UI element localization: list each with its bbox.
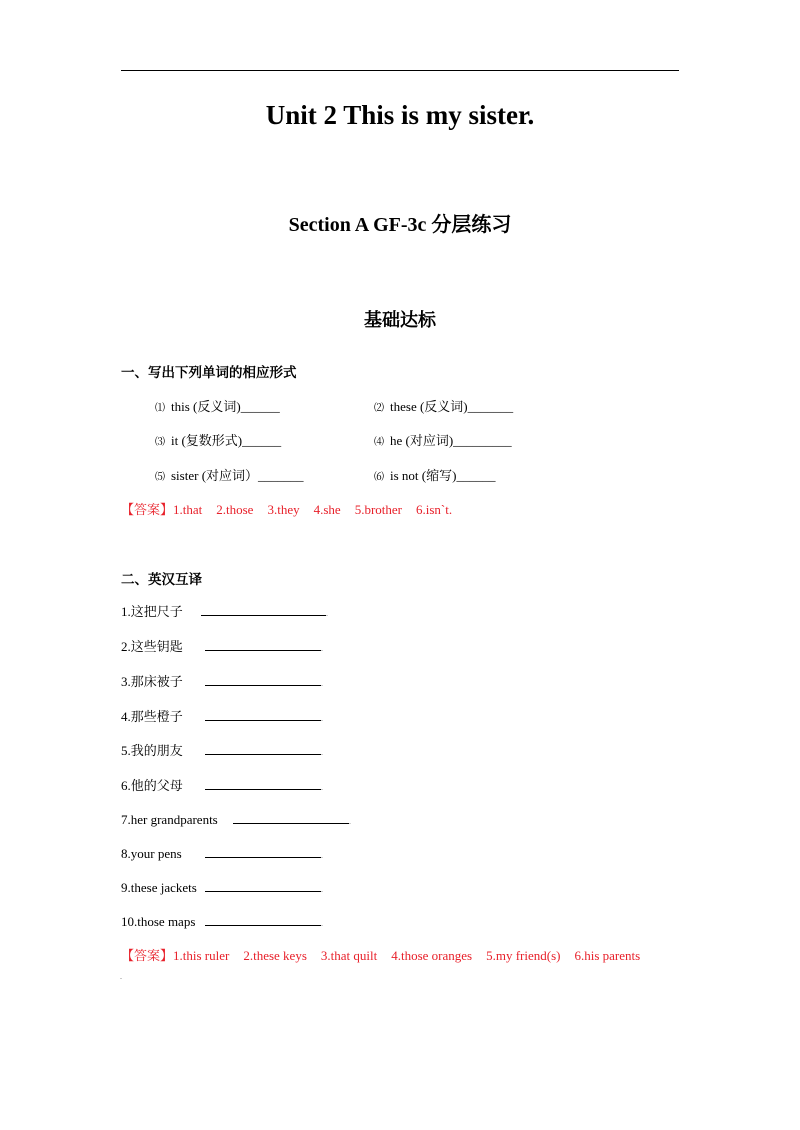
item-text: 3.那床被子	[121, 674, 183, 689]
part2-item-10: 10.those maps .	[121, 914, 323, 929]
answer-item: 5.my friend(s)	[486, 948, 561, 963]
answer-item: 4.those oranges	[391, 948, 473, 963]
part1-heading: 一、写出下列单词的相应形式	[121, 365, 297, 381]
item-number: ⑸	[155, 472, 165, 483]
item-text: 1.这把尺子	[121, 604, 183, 619]
part2-item-8: 8.your pens .	[121, 846, 323, 861]
item-text: 7.her grandparents	[121, 812, 218, 827]
level-heading: 基础达标	[364, 310, 436, 331]
item-text: it (复数形式)______	[171, 433, 282, 448]
part2-item-1: 1.这把尺子 .	[121, 601, 328, 620]
answer-blank[interactable]	[205, 707, 321, 721]
part1-item-1	[155, 396, 280, 415]
part2-item-4: 4.那些橙子 .	[121, 706, 323, 725]
part1-item-4	[374, 430, 512, 449]
part2-item-5: 5.我的朋友 .	[121, 740, 323, 759]
item-text: 6.他的父母	[121, 778, 183, 793]
part1-item-6	[374, 465, 495, 484]
item-number: ⑹	[374, 472, 384, 483]
part2-item-2: 2.这些钥匙 .	[121, 636, 323, 655]
part2-answer	[121, 945, 640, 964]
part2-item-6: 6.他的父母 .	[121, 775, 323, 794]
part1-item-5	[155, 465, 304, 484]
page-title: Unit 2 This is my sister.	[265, 100, 535, 130]
item-number: ⑴	[155, 403, 165, 414]
answer-item: 3.that quilt	[320, 948, 378, 963]
answer-blank[interactable]	[205, 776, 321, 790]
stray-mark: .	[120, 972, 122, 981]
answer-label: 【答案】	[121, 949, 174, 964]
answer-blank[interactable]	[205, 637, 321, 651]
part2-heading: 二、英汉互译	[121, 572, 202, 588]
answer-item: 1.this ruler	[173, 948, 230, 963]
answer-blank[interactable]	[233, 810, 349, 824]
part1-item-2	[374, 396, 513, 415]
part2-item-9: 9.these jackets .	[121, 880, 323, 895]
item-text: this (反义词)______	[171, 399, 280, 414]
answer-blank[interactable]	[205, 741, 321, 755]
item-text: 4.那些橙子	[121, 709, 183, 724]
answer-blank[interactable]	[205, 844, 321, 858]
answer-blank[interactable]	[205, 878, 321, 892]
answer-label: 【答案】	[121, 503, 174, 518]
answer-blank[interactable]	[205, 672, 321, 686]
answer-item: 6.his parents	[574, 948, 641, 963]
answer-item: 3.they	[267, 502, 300, 517]
item-text: 10.those maps	[121, 914, 196, 929]
item-text: 9.these jackets	[121, 880, 197, 895]
answer-item: 1.that	[173, 502, 203, 517]
header-rule	[121, 70, 679, 71]
section-subtitle: Section A GF-3c 分层练习	[288, 214, 512, 236]
answer-item: 6.isn`t.	[416, 502, 453, 517]
item-number: ⑶	[155, 437, 165, 448]
part1-item-3	[155, 430, 281, 449]
part1-answer	[121, 499, 466, 518]
item-text: 2.这些钥匙	[121, 639, 183, 654]
answer-blank[interactable]	[201, 602, 326, 616]
part2-item-7: 7.her grandparents .	[121, 812, 351, 827]
answer-item: 4.she	[313, 502, 341, 517]
item-text: 8.your pens	[121, 846, 182, 861]
answer-blank[interactable]	[205, 912, 321, 926]
answer-item: 5.brother	[354, 502, 402, 517]
answer-item: 2.these keys	[243, 948, 307, 963]
item-text: 5.我的朋友	[121, 743, 183, 758]
part2-item-3: 3.那床被子 .	[121, 671, 323, 690]
answer-item: 2.those	[216, 502, 254, 517]
item-text: is not (缩写)______	[390, 468, 496, 483]
item-text: sister (对应词）_______	[171, 468, 304, 483]
item-number: ⑷	[374, 437, 384, 448]
item-number: ⑵	[374, 403, 384, 414]
item-text: these (反义词)_______	[390, 399, 514, 414]
item-text: he (对应词)_________	[390, 433, 512, 448]
